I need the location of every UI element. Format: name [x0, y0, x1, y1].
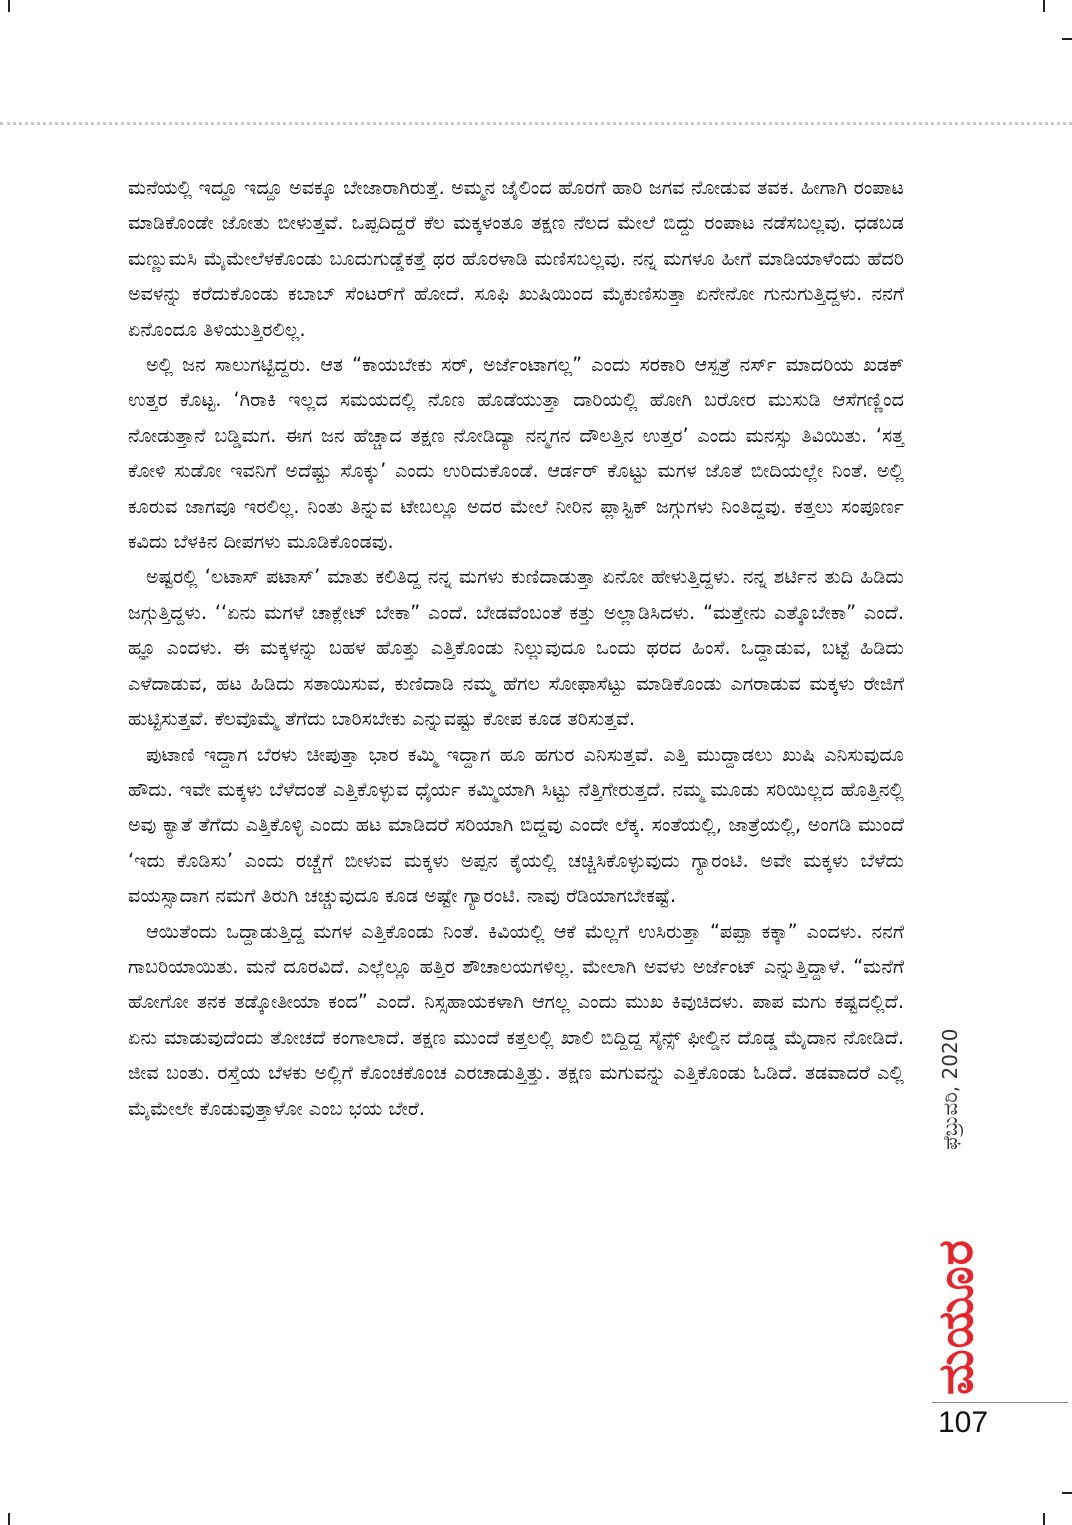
crop-mark-right-lower	[1062, 1492, 1072, 1494]
page-number: 107	[938, 1406, 989, 1439]
article-paragraph: ಪುಟಾಣಿ ಇದ್ದಾಗ ಬೆರಳು ಚೀಪುತ್ತಾ ಭಾರ ಕಮ್ಮಿ ಇದ್ದಾಗ ಹೂ ಹಗುರ ಎನಿಸುತ್ತವೆ. ಎತ್ತಿ ಮುದ್ದಾಡಲು ಖುಷಿ ಎನಿಸುವುದೂ ಹೌದು. ಇವೇ ಮಕ್ಕಳು ಬೆಳೆದಂತೆ ಎತ್ತಿಕೊಳ್ಳುವ ಧೈರ್ಯ ಕಮ್ಮಿಯಾಗಿ ಸಿಟ್ಟು ನೆತ್ತಿಗೇರುತ್ತದೆ. ನಮ್ಮ ಮೂಡು ಸರಿಯಿಲ್ಲದ ಹೊತ್ತಿನಲ್ಲಿ ಅವು ಕ್ಯಾತೆ ತೆಗೆದು ಎತ್ತಿಕೊಳ್ಳಿ ಎಂದು ಹಟ ಮಾಡಿದರೆ ಸರಿಯಾಗಿ ಬಿದ್ದವು ಎಂದೇ ಲೆಕ್ಕ. ಸಂತೆಯಲ್ಲಿ, ಜಾತ್ರೆಯಲ್ಲಿ, ಅಂಗಡಿ ಮುಂದೆ ‘ಇದು ಕೊಡಿಸು’ ಎಂದು ರಚ್ಚೆಗೆ ಬೀಳುವ ಮಕ್ಕಳು ಅಪ್ಪನ ಕೈಯಲ್ಲಿ ಚಚ್ಚಿಸಿಕೊಳ್ಳುವುದು ಗ್ಯಾರಂಟಿ. ಅವೇ ಮಕ್ಕಳು ಬೆಳೆದು ವಯಸ್ಸಾದಾಗ ನಮಗೆ ತಿರುಗಿ ಚಚ್ಚುವುದೂ ಕೂಡ ಅಷ್ಟೇ ಗ್ಯಾರಂಟಿ. ನಾವು ರೆಡಿಯಾಗಬೇಕಷ್ಟೆ.	[128, 742, 904, 908]
article-paragraph: ಆಯಿತೆಂದು ಒದ್ದಾಡುತ್ತಿದ್ದ ಮಗಳ ಎತ್ತಿಕೊಂಡು ನಿಂತೆ. ಕಿವಿಯಲ್ಲಿ ಆಕೆ ಮೆಲ್ಲಗೆ ಉಸಿರುತ್ತಾ “ಪಪ್ಪಾ ಕಕ್ಕಾ” ಎಂದಳು. ನನಗೆ ಗಾಬರಿಯಾಯಿತು. ಮನೆ ದೂರವಿದೆ. ಎಲ್ಲೆಲ್ಲೂ ಹತ್ತಿರ ಶೌಚಾಲಯಗಳಿಲ್ಲ. ಮೇಲಾಗಿ ಅವಳು ಅರ್ಜೆಂಟ್ ಎನ್ನುತ್ತಿದ್ದಾಳೆ. “ಮನೆಗೆ ಹೋಗೋ ತನಕ ತಡ್ಕೋತೀಯಾ ಕಂದ” ಎಂದೆ. ನಿಸ್ಸಹಾಯಕಳಾಗಿ ಆಗಲ್ಲ ಎಂದು ಮುಖ ಕಿವುಚಿದಳು. ಪಾಪ ಮಗು ಕಷ್ಟದಲ್ಲಿದೆ. ಏನು ಮಾಡುವುದೆಂದು ತೋಚದೆ ಕಂಗಾಲಾದೆ. ತಕ್ಷಣ ಮುಂದೆ ಕತ್ತಲಲ್ಲಿ ಖಾಲಿ ಬಿದ್ದಿದ್ದ ಸೈನ್ಸ್ ಫೀಲ್ಡಿನ ದೊಡ್ಡ ಮೈದಾನ ನೋಡಿದೆ. ಜೀವ ಬಂತು. ರಸ್ತೆಯ ಬೆಳಕು ಅಲ್ಲಿಗೆ ಕೊಂಚಕೊಂಚ ಎರಚಾಡುತ್ತಿತ್ತು. ತಕ್ಷಣ ಮಗುವನ್ನು ಎತ್ತಿಕೊಂಡು ಓಡಿದೆ. ತಡವಾದರೆ ಎಲ್ಲಿ ಮೈಮೇಲೇ ಕೊಡುವುತ್ತಾಳೋ ಎಂಬ ಭಯ ಬೇರೆ.	[128, 919, 904, 1120]
folio-rule	[932, 1402, 1068, 1403]
article-paragraph: ಅಷ್ಟರಲ್ಲಿ ‘ಲಟಾಸ್ ಪಟಾಸ್’ ಮಾತು ಕಲಿತಿದ್ದ ನನ್ನ ಮಗಳು ಕುಣಿದಾಡುತ್ತಾ ಏನೋ ಹೇಳುತ್ತಿದ್ದಳು. ನನ್ನ ಶರ್ಟಿನ ತುದಿ ಹಿಡಿದು ಜಗ್ಗುತ್ತಿದ್ದಳು. ‘‘ಏನು ಮಗಳೆ ಚಾಕ್ಲೇಟ್ ಬೇಕಾ” ಎಂದೆ. ಬೇಡವೆಂಬಂತೆ ಕತ್ತು ಅಲ್ಲಾಡಿಸಿದಳು. “ಮತ್ತೇನು ಎತ್ಕೊಬೇಕಾ” ಎಂದೆ. ಹ್ಞೂ ಎಂದಳು. ಈ ಮಕ್ಕಳನ್ನು ಬಹಳ ಹೊತ್ತು ಎತ್ತಿಕೊಂಡು ನಿಲ್ಲುವುದೂ ಒಂದು ಥರದ ಹಿಂಸೆ. ಒದ್ದಾಡುವ, ಬಟ್ಟೆ ಹಿಡಿದು ಎಳೆದಾಡುವ, ಹಟ ಹಿಡಿದು ಸತಾಯಿಸುವ, ಕುಣಿದಾಡಿ ನಮ್ಮ ಹೆಗಲ ಸೋಫಾಸೆಟ್ಟು ಮಾಡಿಕೊಂಡು ಎಗರಾಡುವ ಮಕ್ಕಳು ರೇಜಿಗೆ ಹುಟ್ಟಿಸುತ್ತವೆ. ಕೆಲವೊಮ್ಮೆ ತೆಗೆದು ಬಾರಿಸಬೇಕು ಎನ್ನುವಷ್ಟು ಕೋಪ ಕೂಡ ತರಿಸುತ್ತವೆ.	[128, 565, 904, 731]
header-dotted-rule	[0, 122, 1072, 125]
crop-mark-top-right	[1043, 0, 1045, 12]
crop-mark-top-left	[8, 0, 10, 12]
crop-mark-bottom-left	[8, 1513, 10, 1525]
article-paragraph: ಅಲ್ಲಿ ಜನ ಸಾಲುಗಟ್ಟಿದ್ದರು. ಆತ “ಕಾಯಬೇಕು ಸರ್, ಅರ್ಜೆಂಟಾಗಲ್ಲ” ಎಂದು ಸರಕಾರಿ ಆಸ್ಪತ್ರೆ ನರ್ಸ್ ಮಾದರಿಯ ಖಡಕ್ ಉತ್ತರ ಕೊಟ್ಟ. ‘ಗಿರಾಕಿ ಇಲ್ಲದ ಸಮಯದಲ್ಲಿ ನೊಣ ಹೊಡೆಯುತ್ತಾ ದಾರಿಯಲ್ಲಿ ಹೋಗಿ ಬರೋರ ಮುಸುಡಿ ಆಸೆಗಣ್ಣಿಂದ ನೋಡುತ್ತಾನೆ ಬಡ್ಡಿಮಗ. ಈಗ ಜನ ಹೆಚ್ಚಾದ ತಕ್ಷಣ ನೋಡಿದ್ಯಾ ನನ್ಮಗನ ದೌಲತ್ತಿನ ಉತ್ತರ’ ಎಂದು ಮನಸ್ಸು ತಿವಿಯಿತು. ‘ಸತ್ತ ಕೋಳಿ ಸುಡೋ ಇವನಿಗೆ ಅದೆಷ್ಟು ಸೊಕ್ಕು’ ಎಂದು ಉರಿದುಕೊಂಡೆ. ಆರ್ಡರ್ ಕೊಟ್ಟು ಮಗಳ ಜೊತೆ ಬೀದಿಯಲ್ಲೇ ನಿಂತೆ. ಅಲ್ಲಿ ಕೂರುವ ಜಾಗವೂ ಇರಲಿಲ್ಲ. ನಿಂತು ತಿನ್ನುವ ಟೇಬಲ್ಲೂ ಅದರ ಮೇಲೆ ನೀರಿನ ಪ್ಲಾಸ್ಟಿಕ್ ಜಗ್ಗುಗಳು ನಿಂತಿದ್ದವು. ಕತ್ತಲು ಸಂಪೂರ್ಣ ಕವಿದು ಬೆಳಕಿನ ದೀಪಗಳು ಮೂಡಿಕೊಂಡವು.	[128, 353, 904, 554]
article-body	[128, 170, 904, 1126]
crop-mark-right-upper	[1062, 38, 1072, 40]
issue-date: ಫೆಬ್ರುವರಿ, 2020	[938, 1028, 962, 1150]
magazine-name: ಮಯೂರ	[928, 1238, 984, 1395]
article-paragraph: ಮನೆಯಲ್ಲಿ ಇದ್ದೂ ಇದ್ದೂ ಅವಕ್ಕೂ ಬೇಜಾರಾಗಿರುತ್ತೆ. ಅಮ್ಮನ ಜೈಲಿಂದ ಹೊರಗೆ ಹಾರಿ ಜಗವ ನೋಡುವ ತವಕ. ಹೀಗಾಗಿ ರಂಪಾಟ ಮಾಡಿಕೊಂಡೇ ಜೋತು ಬೀಳುತ್ತವೆ. ಒಪ್ಪದಿದ್ದರೆ ಕೆಲ ಮಕ್ಕಳಂತೂ ತಕ್ಷಣ ನೆಲದ ಮೇಲೆ ಬಿದ್ದು ರಂಪಾಟ ನಡೆಸಬಲ್ಲವು. ಧಡಬಡ ಮಣ್ಣುಮಸಿ ಮೈಮೇಲೆಳಕೊಂಡು ಬೂದುಗುಡ್ಡೆಕತ್ತೆ ಥರ ಹೊರಳಾಡಿ ಮಣಿಸಬಲ್ಲವು. ನನ್ನ ಮಗಳೂ ಹೀಗೆ ಮಾಡಿಯಾಳೆಂದು ಹೆದರಿ ಅವಳನ್ನು ಕರೆದುಕೊಂಡು ಕಬಾಬ್ ಸೆಂಟರ್‌ಗೆ ಹೋದೆ. ಸೂಫಿ ಖುಷಿಯಿಂದ ಮೈಕುಣಿಸುತ್ತಾ ಏನೇನೋ ಗುನುಗುತ್ತಿದ್ದಳು. ನನಗೆ ಏನೊಂದೂ ತಿಳಿಯುತ್ತಿರಲಿಲ್ಲ.	[128, 176, 904, 341]
crop-mark-bottom-right	[1043, 1513, 1045, 1525]
